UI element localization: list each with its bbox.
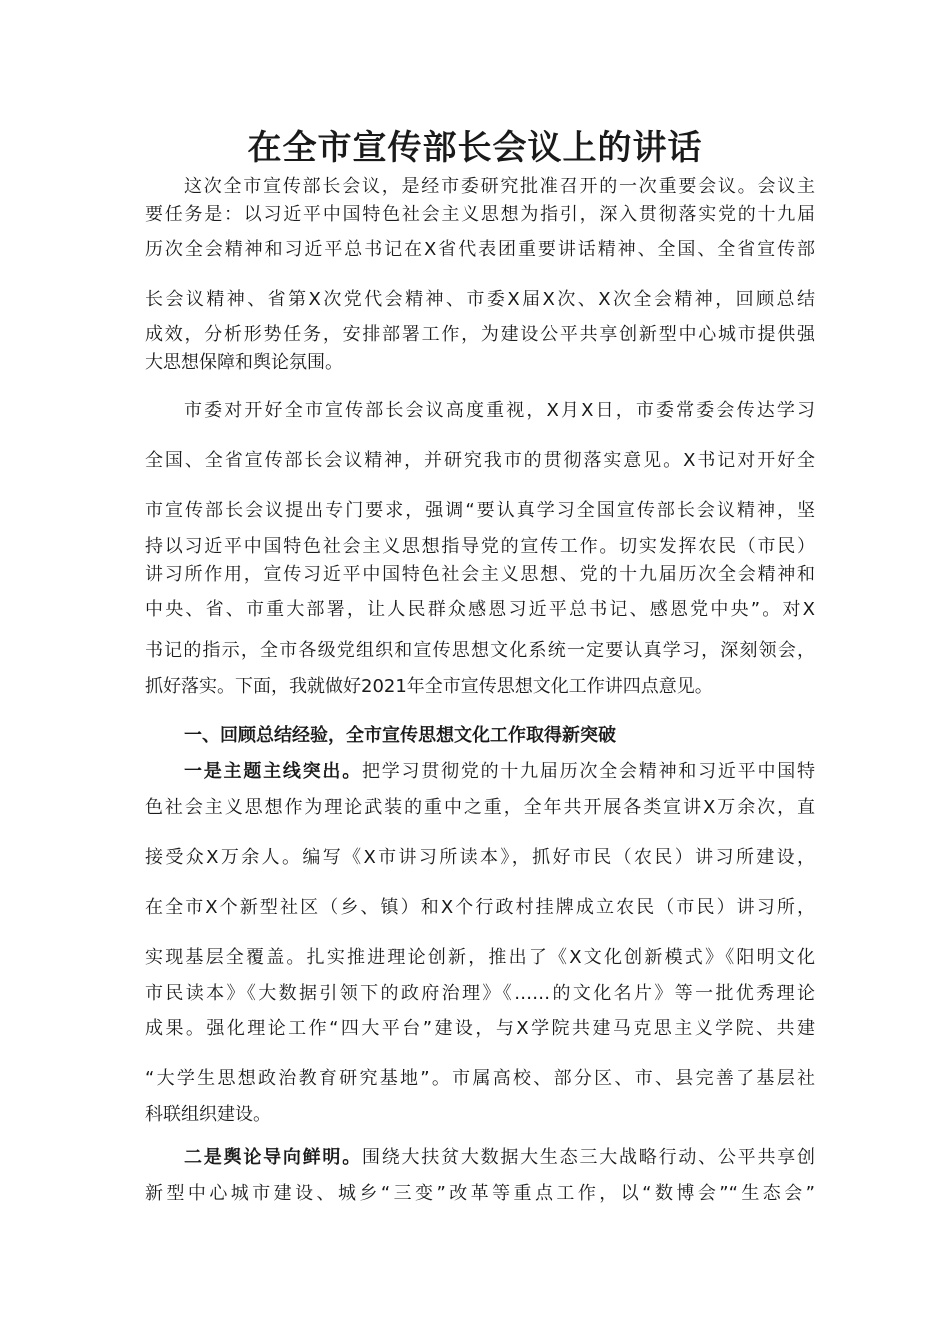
paragraph-text: 围绕大扶贫大数据大生态三大战略行动、公平共享创	[361, 1147, 815, 1168]
paragraph-line: 实现基层全覆盖。扎实推进理论创新，推出了《X文化创新模式》《阳明文化	[145, 947, 815, 968]
paragraph-line: 成效，分析形势任务，安排部署工作，为建设公平共享创新型中心城市提供强	[145, 324, 815, 345]
paragraph-line: 全国、全省宣传部长会议精神，并研究我市的贯彻落实意见。X书记对开好全	[145, 450, 815, 471]
paragraph-line: 历次全会精神和习近平总书记在X省代表团重要讲话精神、全国、全省宣传部	[145, 239, 815, 260]
paragraph-line	[145, 1144, 815, 1172]
paragraph-line: 长会议精神、省第X次党代会精神、市委X届X次、X次全会精神，回顾总结	[145, 289, 815, 310]
paragraph-line: 市民读本》《大数据引领下的政府治理》《……的文化名片》等一批优秀理论	[145, 983, 815, 1004]
paragraph-line: 新型中心城市建设、城乡“三变”改革等重点工作，以“数博会”“生态会”	[145, 1183, 815, 1204]
paragraph-line: 要任务是：以习近平中国特色社会主义思想为指引，深入贯彻落实党的十九届	[145, 204, 815, 225]
page-title: 在全市宣传部长会议上的讲话	[247, 128, 703, 168]
paragraph-line: 讲习所作用，宣传习近平中国特色社会主义思想、党的十九届历次全会精神和	[145, 564, 815, 585]
paragraph-line: 成果。强化理论工作“四大平台”建设，与X学院共建马克思主义学院、共建	[145, 1018, 815, 1039]
paragraph-line: 市委对开好全市宣传部长会议高度重视，X月X日，市委常委会传达学习	[184, 400, 815, 421]
paragraph-line: 市宣传部长会议提出专门要求，强调“要认真学习全国宣传部长会议精神，坚	[145, 500, 815, 521]
paragraph-line: “大学生思想政治教育研究基地”。市属高校、部分区、市、县完善了基层社	[145, 1068, 815, 1089]
section-heading: 一、回顾总结经验，全市宣传思想文化工作取得新突破	[184, 725, 616, 746]
lead-phrase: 二是舆论导向鲜明。	[184, 1147, 362, 1168]
paragraph-line	[145, 758, 815, 786]
paragraph-line: 抓好落实。下面，我就做好2021年全市宣传思想文化工作讲四点意见。	[145, 676, 713, 697]
paragraph-line: 在全市X个新型社区（乡、镇）和X个行政村挂牌成立农民（市民）讲习所，	[145, 897, 815, 918]
paragraph-line: 持以习近平中国特色社会主义思想指导党的宣传工作。切实发挥农民（市民）	[145, 536, 815, 557]
paragraph-line: 书记的指示，全市各级党组织和宣传思想文化系统一定要认真学习，深刻领会，	[145, 640, 815, 661]
paragraph-line: 色社会主义思想作为理论武装的重中之重，全年共开展各类宣讲X万余次，直	[145, 797, 815, 818]
lead-phrase: 一是主题主线突出。	[184, 761, 362, 782]
paragraph-line: 中央、省、市重大部署，让人民群众感恩习近平总书记、感恩党中央”。对X	[145, 599, 815, 620]
paragraph-line: 科联组织建设。	[145, 1104, 271, 1125]
paragraph-line: 这次全市宣传部长会议，是经市委研究批准召开的一次重要会议。会议主	[184, 176, 815, 197]
paragraph-line: 接受众X万余人。编写《X市讲习所读本》，抓好市民（农民）讲习所建设，	[145, 847, 815, 868]
paragraph-line: 大思想保障和舆论氛围。	[145, 352, 343, 373]
paragraph-text: 把学习贯彻党的十九届历次全会精神和习近平中国特	[361, 761, 815, 782]
